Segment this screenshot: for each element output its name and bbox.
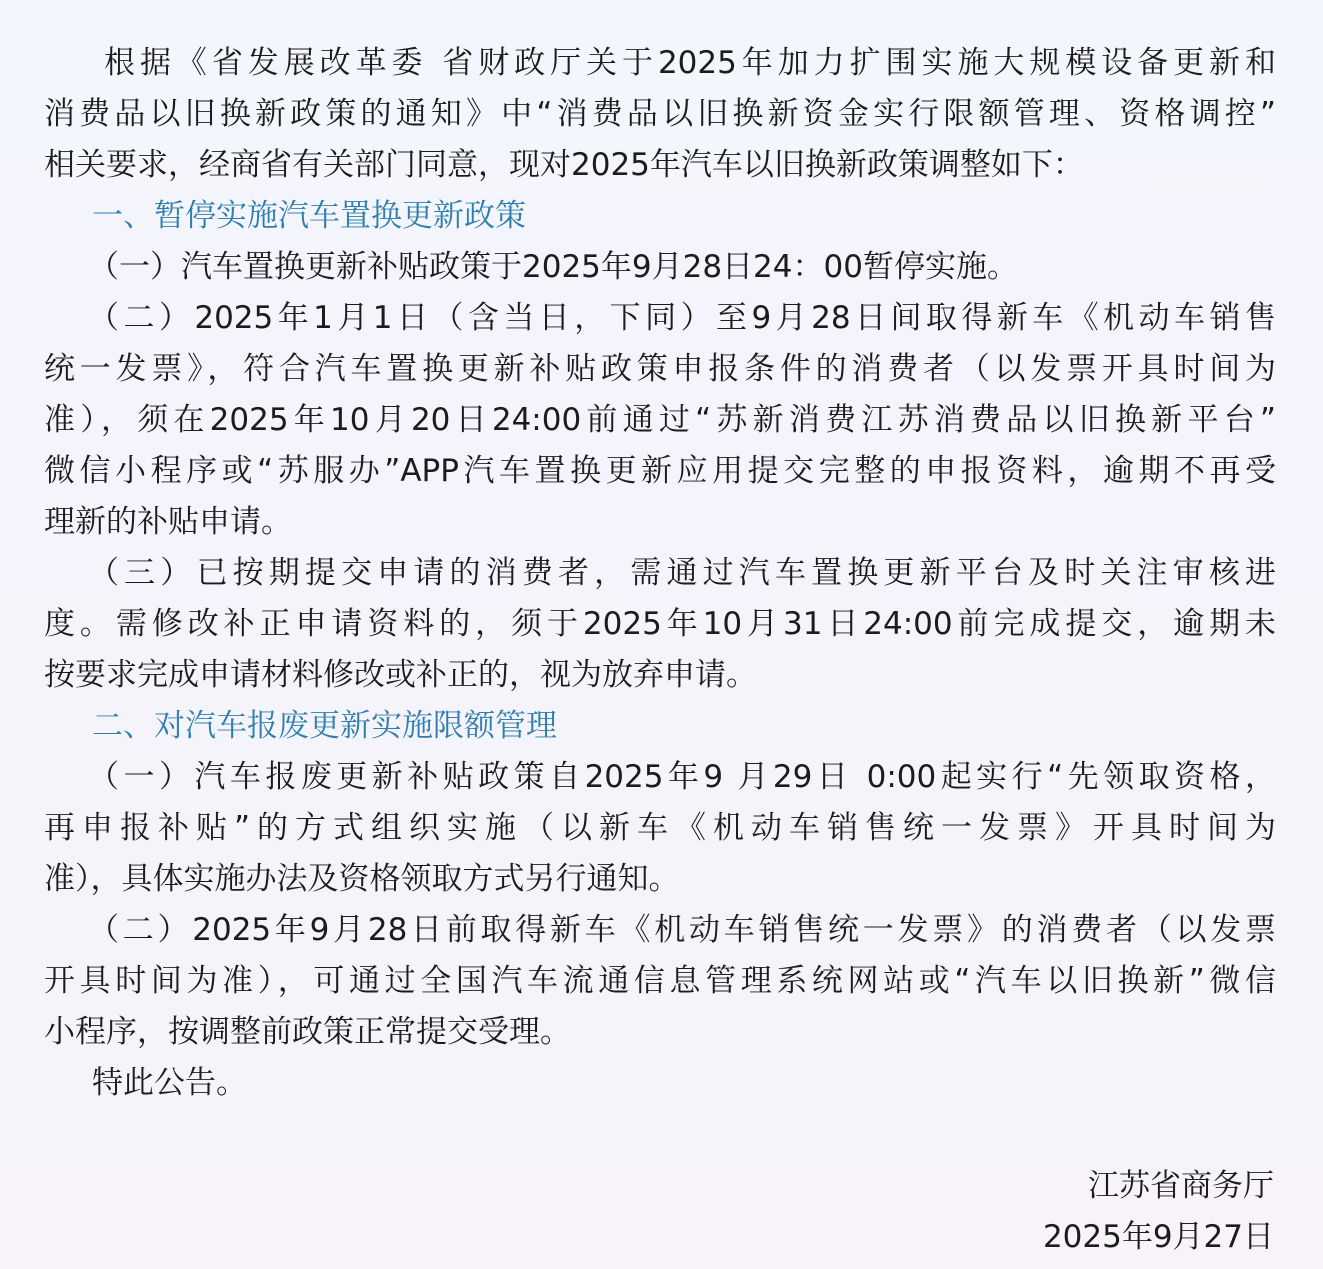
text-line: 度。需修改补正申请资料的，须于2025年10月31日24:00前完成提交，逾期未 (44, 606, 1276, 642)
section-1-item-2 (44, 293, 1276, 548)
closing-text: 特此公告。 (92, 1065, 247, 1101)
text-line: 理新的补贴申请。 (44, 504, 292, 540)
text-line: 统一发票》，符合汽车置换更新补贴政策申报条件的消费者（以发票开具时间为 (44, 351, 1276, 387)
text-line: 相关要求，经商省有关部门同意，现对2025年汽车以旧换新政策调整如下： (44, 147, 1084, 183)
text-line: 根据《省发展改革委 省财政厅关于2025年加力扩围实施大规模设备更新和 (104, 45, 1276, 81)
text-line: 消费品以旧换新政策的通知》中“消费品以旧换新资金实行限额管理、资格调控” (44, 96, 1276, 132)
section-2-item-2 (44, 905, 1276, 1058)
signature-block (1043, 1161, 1274, 1263)
text-line: 按要求完成申请材料修改或补正的，视为放弃申请。 (44, 657, 757, 693)
text-line: （二）2025年9月28日前取得新车《机动车销售统一发票》的消费者（以发票 (88, 912, 1276, 948)
text-line: （一）汽车置换更新补贴政策于2025年9月28日24：00暂停实施。 (88, 249, 1018, 285)
issue-date: 2025年9月27日 (1042, 1219, 1274, 1255)
text-line: 开具时间为准），可通过全国汽车流通信息管理系统网站或“汽车以旧换新”微信 (44, 963, 1276, 999)
section-1-heading: 一、暂停实施汽车置换更新政策 (92, 198, 526, 234)
section-1-item-1 (44, 242, 1276, 293)
section-2-heading: 二、对汽车报废更新实施限额管理 (92, 708, 557, 744)
text-line: 微信小程序或“苏服办”APP汽车置换更新应用提交完整的申报资料，逾期不再受 (44, 453, 1276, 489)
text-line: （一）汽车报废更新补贴政策自2025年9 月29日 0:00起实行“先领取资格， (88, 759, 1276, 795)
section-1-item-3 (44, 548, 1276, 701)
section-2-item-1 (44, 752, 1276, 905)
text-line: （三）已按期提交申请的消费者，需通过汽车置换更新平台及时关注审核进 (88, 555, 1276, 591)
intro-paragraph (44, 38, 1276, 191)
issuer-name: 江苏省商务厅 (1088, 1168, 1274, 1204)
text-line: 再申报补贴”的方式组织实施（以新车《机动车销售统一发票》开具时间为 (44, 810, 1276, 846)
text-line: 准），具体实施办法及资格领取方式另行通知。 (44, 861, 680, 897)
text-line: 准），须在2025年10月20日24:00前通过“苏新消费江苏消费品以旧换新平台” (44, 402, 1276, 438)
text-line: 小程序，按调整前政策正常提交受理。 (44, 1014, 571, 1050)
notice-body (44, 38, 1276, 1109)
text-line: （二）2025年1月1日（含当日，下同）至9月28日间取得新车《机动车销售 (88, 300, 1276, 336)
